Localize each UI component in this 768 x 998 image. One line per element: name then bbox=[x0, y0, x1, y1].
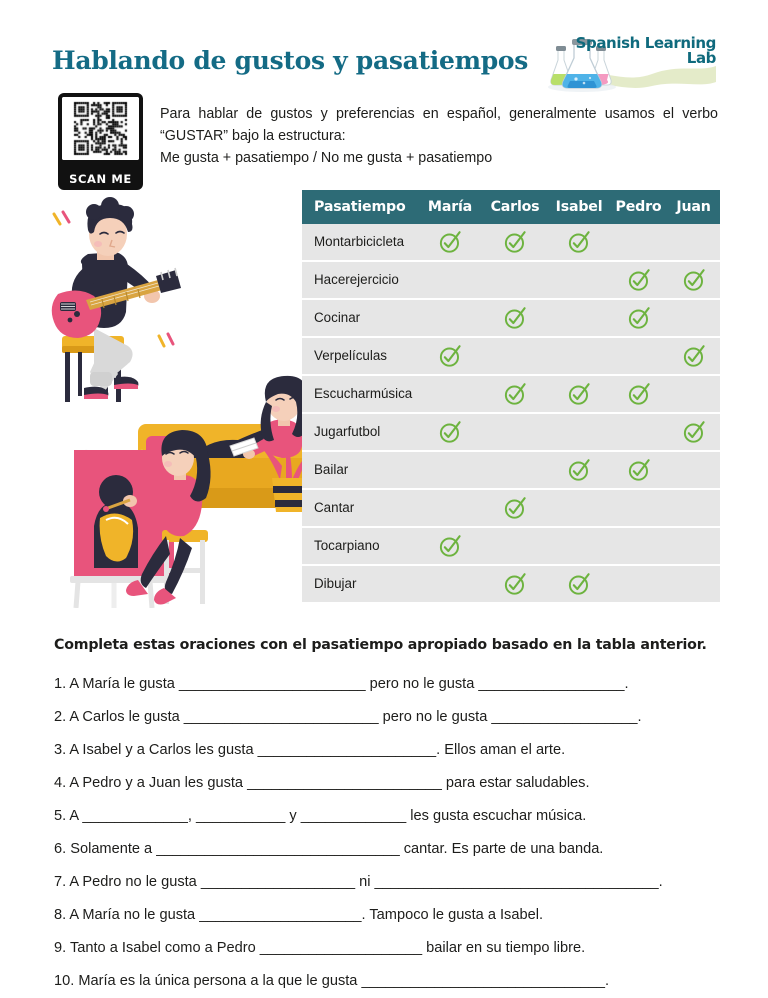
check-circle-icon bbox=[567, 572, 591, 596]
mark-cell-isabel bbox=[548, 376, 610, 412]
logo-line-1: Spanish Learning bbox=[575, 34, 716, 52]
mark-cell-maria bbox=[418, 300, 482, 336]
activity-label-line2: piano bbox=[346, 537, 380, 553]
mark-cell-carlos bbox=[482, 566, 548, 602]
mark-cell-isabel bbox=[548, 566, 610, 602]
exercise-item[interactable]: 8. A María no le gusta ____________________. Tampoco le gusta a Isabel. bbox=[54, 907, 543, 924]
mark-cell-maria bbox=[418, 490, 482, 526]
exercise-item[interactable]: 3. A Isabel y a Carlos les gusta ______________________. Ellos aman el arte. bbox=[54, 742, 566, 759]
mark-cell-pedro bbox=[610, 452, 667, 488]
mark-cell-juan bbox=[667, 414, 720, 450]
column-header-carlos: Carlos bbox=[490, 199, 540, 215]
sparkle-decoration bbox=[54, 212, 69, 224]
mark-cell-isabel bbox=[548, 224, 610, 260]
exercise-item[interactable]: 10. María es la única persona a la que le gusta ______________________________. bbox=[54, 973, 610, 990]
mark-cell-pedro bbox=[610, 300, 667, 336]
mark-cell-carlos bbox=[482, 528, 548, 564]
exercise-item[interactable]: 6. Solamente a ______________________________ cantar. Es parte de una banda. bbox=[54, 841, 604, 858]
mark-cell-carlos bbox=[482, 452, 548, 488]
activity-cell bbox=[302, 300, 418, 336]
activity-label-line1: Montar bbox=[314, 233, 356, 249]
table-row bbox=[302, 262, 720, 300]
exercise-item[interactable]: 2. A Carlos le gusta ________________________ pero no le gusta __________________. bbox=[54, 709, 642, 726]
activity-cell bbox=[302, 376, 418, 412]
mark-cell-maria bbox=[418, 262, 482, 298]
mark-cell-carlos bbox=[482, 224, 548, 260]
table-header-row bbox=[302, 190, 720, 224]
mark-cell-carlos bbox=[482, 376, 548, 412]
mark-cell-pedro bbox=[610, 414, 667, 450]
mark-cell-carlos bbox=[482, 300, 548, 336]
table-row bbox=[302, 338, 720, 376]
intro-paragraph-2: Me gusta + pasatiempo / No me gusta + pasatiempo bbox=[160, 150, 493, 167]
mark-cell-pedro bbox=[610, 262, 667, 298]
activity-cell bbox=[302, 528, 418, 564]
activity-label-line1: Jugar bbox=[314, 423, 348, 439]
mark-cell-pedro bbox=[610, 376, 667, 412]
mark-cell-carlos bbox=[482, 262, 548, 298]
mark-cell-isabel bbox=[548, 452, 610, 488]
check-circle-icon bbox=[503, 306, 527, 330]
check-circle-icon bbox=[682, 344, 706, 368]
activity-cell bbox=[302, 414, 418, 450]
check-circle-icon bbox=[438, 420, 462, 444]
exercise-item[interactable]: 4. A Pedro y a Juan les gusta ________________________ para estar saludables. bbox=[54, 775, 590, 792]
check-circle-icon bbox=[503, 496, 527, 520]
mark-cell-juan bbox=[667, 528, 720, 564]
mark-cell-isabel bbox=[548, 262, 610, 298]
check-circle-icon bbox=[567, 458, 591, 482]
table-row bbox=[302, 528, 720, 566]
exercise-item[interactable]: 9. Tanto a Isabel como a Pedro ____________________ bailar en su tiempo libre. bbox=[54, 940, 586, 957]
check-circle-icon bbox=[503, 230, 527, 254]
guitar-player-figure bbox=[52, 197, 181, 402]
table-row bbox=[302, 452, 720, 490]
mark-cell-pedro bbox=[610, 566, 667, 602]
activity-cell bbox=[302, 338, 418, 374]
column-header-juan: Juan bbox=[676, 199, 711, 215]
mark-cell-maria bbox=[418, 452, 482, 488]
activity-cell bbox=[302, 566, 418, 602]
qr-code-block[interactable] bbox=[58, 93, 143, 190]
mark-cell-maria bbox=[418, 414, 482, 450]
activity-label-line1: Cantar bbox=[314, 499, 355, 515]
painter-figure bbox=[70, 430, 211, 608]
activity-cell bbox=[302, 224, 418, 260]
mark-cell-juan bbox=[667, 452, 720, 488]
mark-cell-pedro bbox=[610, 490, 667, 526]
qr-scan-label: SCAN ME bbox=[69, 172, 132, 186]
check-circle-icon bbox=[503, 382, 527, 406]
check-circle-icon bbox=[627, 382, 651, 406]
activity-cell bbox=[302, 452, 418, 488]
check-circle-icon bbox=[438, 230, 462, 254]
activity-label-line2: futbol bbox=[347, 423, 381, 439]
mark-cell-maria bbox=[418, 528, 482, 564]
table-body bbox=[302, 224, 720, 604]
activity-label-line1: Ver bbox=[314, 347, 335, 363]
activity-label-line1: Dibujar bbox=[314, 575, 357, 591]
mark-cell-juan bbox=[667, 338, 720, 374]
mark-cell-juan bbox=[667, 262, 720, 298]
qr-code-icon bbox=[62, 97, 139, 160]
mark-cell-maria bbox=[418, 376, 482, 412]
mark-cell-pedro bbox=[610, 224, 667, 260]
mark-cell-carlos bbox=[482, 490, 548, 526]
table-row bbox=[302, 376, 720, 414]
column-header-isabel: Isabel bbox=[555, 199, 603, 215]
check-circle-icon bbox=[627, 306, 651, 330]
table-row bbox=[302, 414, 720, 452]
activity-label-line1: Tocar bbox=[314, 537, 347, 553]
hobbies-illustration bbox=[42, 196, 312, 608]
activity-label-line1: Hacer bbox=[314, 271, 350, 287]
table-row bbox=[302, 566, 720, 604]
sparkle-decoration-2 bbox=[159, 334, 173, 346]
preferences-table bbox=[302, 190, 720, 604]
check-circle-icon bbox=[438, 534, 462, 558]
mark-cell-pedro bbox=[610, 338, 667, 374]
check-circle-icon bbox=[682, 268, 706, 292]
activity-label-line1: Cocinar bbox=[314, 309, 361, 325]
mark-cell-maria bbox=[418, 224, 482, 260]
activity-cell bbox=[302, 490, 418, 526]
check-circle-icon bbox=[567, 230, 591, 254]
mark-cell-carlos bbox=[482, 338, 548, 374]
table-row bbox=[302, 490, 720, 528]
mark-cell-maria bbox=[418, 566, 482, 602]
exercise-list bbox=[54, 668, 734, 998]
column-header-pedro: Pedro bbox=[615, 199, 662, 215]
table-row bbox=[302, 300, 720, 338]
mark-cell-isabel bbox=[548, 414, 610, 450]
mark-cell-isabel bbox=[548, 338, 610, 374]
page-title: Hablando de gustos y pasatiempos bbox=[52, 46, 529, 75]
activity-label-line2: bicicleta bbox=[355, 233, 405, 249]
column-header-maria: María bbox=[427, 199, 473, 215]
activity-label-line1: Escuchar bbox=[314, 385, 370, 401]
mark-cell-isabel bbox=[548, 528, 610, 564]
activity-label-line2: música bbox=[369, 385, 413, 401]
mark-cell-juan bbox=[667, 566, 720, 602]
activity-label-line2: películas bbox=[334, 347, 387, 363]
activity-cell bbox=[302, 262, 418, 298]
mark-cell-carlos bbox=[482, 414, 548, 450]
intro-text bbox=[160, 103, 718, 169]
mark-cell-juan bbox=[667, 300, 720, 336]
column-header-activity: Pasatiempo bbox=[314, 199, 406, 215]
check-circle-icon bbox=[567, 382, 591, 406]
mark-cell-isabel bbox=[548, 300, 610, 336]
mark-cell-juan bbox=[667, 224, 720, 260]
activity-label-line2: ejercicio bbox=[349, 271, 399, 287]
exercise-item[interactable]: 7. A Pedro no le gusta ___________________ ni ___________________________________. bbox=[54, 874, 663, 891]
check-circle-icon bbox=[438, 344, 462, 368]
exercise-instruction: Completa estas oraciones con el pasatiempo apropiado basado en la tabla anterior. bbox=[54, 637, 707, 653]
brand-logo bbox=[546, 32, 718, 94]
check-circle-icon bbox=[682, 420, 706, 444]
check-circle-icon bbox=[627, 458, 651, 482]
intro-paragraph-1: Para hablar de gustos y preferencias en español, generalmente usamos el verbo “GUSTAR” bajo la estructura: bbox=[160, 106, 718, 145]
check-circle-icon bbox=[503, 572, 527, 596]
exercise-item[interactable]: 5. A _____________, ___________ y _____________ les gusta escuchar música. bbox=[54, 808, 587, 825]
logo-line-2: Lab bbox=[686, 49, 716, 68]
mark-cell-juan bbox=[667, 376, 720, 412]
mark-cell-isabel bbox=[548, 490, 610, 526]
mark-cell-maria bbox=[418, 338, 482, 374]
check-circle-icon bbox=[627, 268, 651, 292]
exercise-item[interactable]: 1. A María le gusta _______________________ pero no le gusta __________________. bbox=[54, 676, 629, 693]
logo-wordmark bbox=[576, 36, 716, 67]
mark-cell-pedro bbox=[610, 528, 667, 564]
table-row bbox=[302, 224, 720, 262]
activity-label-line1: Bailar bbox=[314, 461, 349, 477]
mark-cell-juan bbox=[667, 490, 720, 526]
